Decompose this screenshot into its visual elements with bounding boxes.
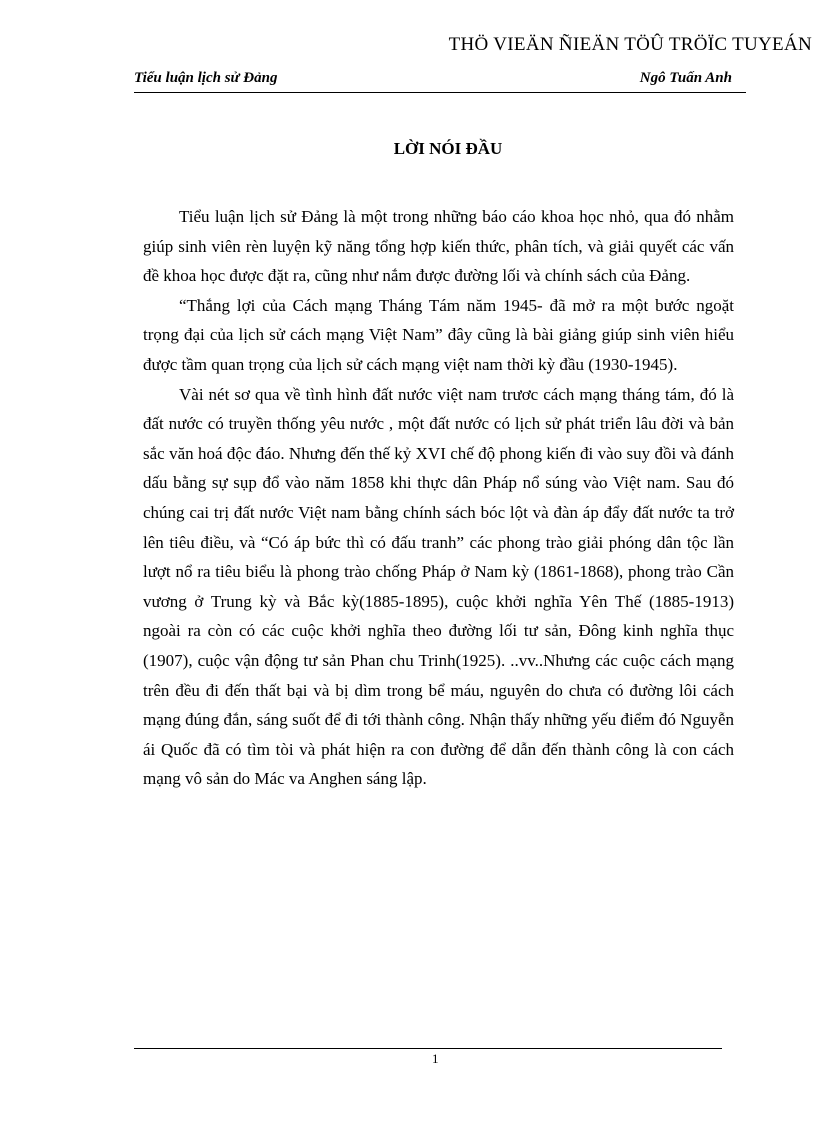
page-number: 1 (432, 1051, 439, 1066)
document-body (143, 202, 734, 794)
library-watermark: THÖ VIEÄN ÑIEÄN TÖÛ TRÖÏC TUYEÁN (448, 34, 812, 55)
paragraph-intro: Tiểu luận lịch sử Đảng là một trong những báo cáo khoa học nhỏ, qua đó nhằm giúp sinh viên rèn luyện kỹ năng tổng hợp kiến thức, phân tích, và giải quyết các vấn đề khoa học được đặt ra, cũng như nắm được đường lối và chính sách của Đảng. (143, 207, 734, 286)
header-author-name: Ngô Tuấn Anh (639, 70, 732, 86)
footer-divider (134, 1048, 722, 1049)
paragraph-history: Vài nét sơ qua về tình hình đất nước việt nam trươc cách mạng tháng tám, đó là đất nước có truyền thống yêu nước , một đất nước có lịch sử phát triển lâu đời và bản sắc văn hoá độc đáo. Nhưng đến thế kỷ XVI chế độ phong kiến đi vào suy đồi và đánh dấu bằng sự sụp đổ vào năm 1858 khi thực dân Pháp nổ súng vào Việt nam. Sau đó chúng cai trị đất nước Việt nam bằng chính sách bóc lột và đàn áp đẩy đất nước ta trở lên tiêu điều, và “Có áp bức thì có đấu tranh” các phong trào giải phóng dân tộc lần lượt nổ ra tiêu biểu là phong trào chống Pháp ở Nam kỳ (1861-1868), phong trào Cần vương ở Trung kỳ và Bắc kỳ(1885-1895), cuộc khởi nghĩa Yên Thế (1885-1913) ngoài ra còn có các cuộc khởi nghĩa theo đường lối tư sản, Đông kinh nghĩa thục (1907), cuộc vận động tư sản Phan chu Trinh(1925). ..vv..Nhưng các cuộc cách mạng trên đều đi đến thất bại và bị dìm trong bể máu, nguyên do chưa có đường lôi cách mạng đúng đắn, sáng suốt để đi tới thành công. Nhận thấy những yếu điểm đó Nguyễn ái Quốc đã có tìm tòi và phát hiện ra con đường để dẫn đến thành công là con cách mạng vô sản do Mác va Anghen sáng lập. (143, 384, 734, 789)
running-header (134, 70, 746, 93)
header-document-title: Tiểu luận lịch sử Đảng (134, 70, 278, 86)
page-title: LỜI NÓI ĐẦU (393, 139, 503, 158)
paragraph-quote: “Thắng lợi của Cách mạng Tháng Tám năm 1945- đã mở ra một bước ngoặt trọng đại của lịch sử cách mạng Việt Nam” đây cũng là bài giảng giúp sinh viên hiểu được tầm quan trọng của lịch sử cách mạng việt nam thời kỳ đầu (1930-1945). (143, 295, 734, 374)
